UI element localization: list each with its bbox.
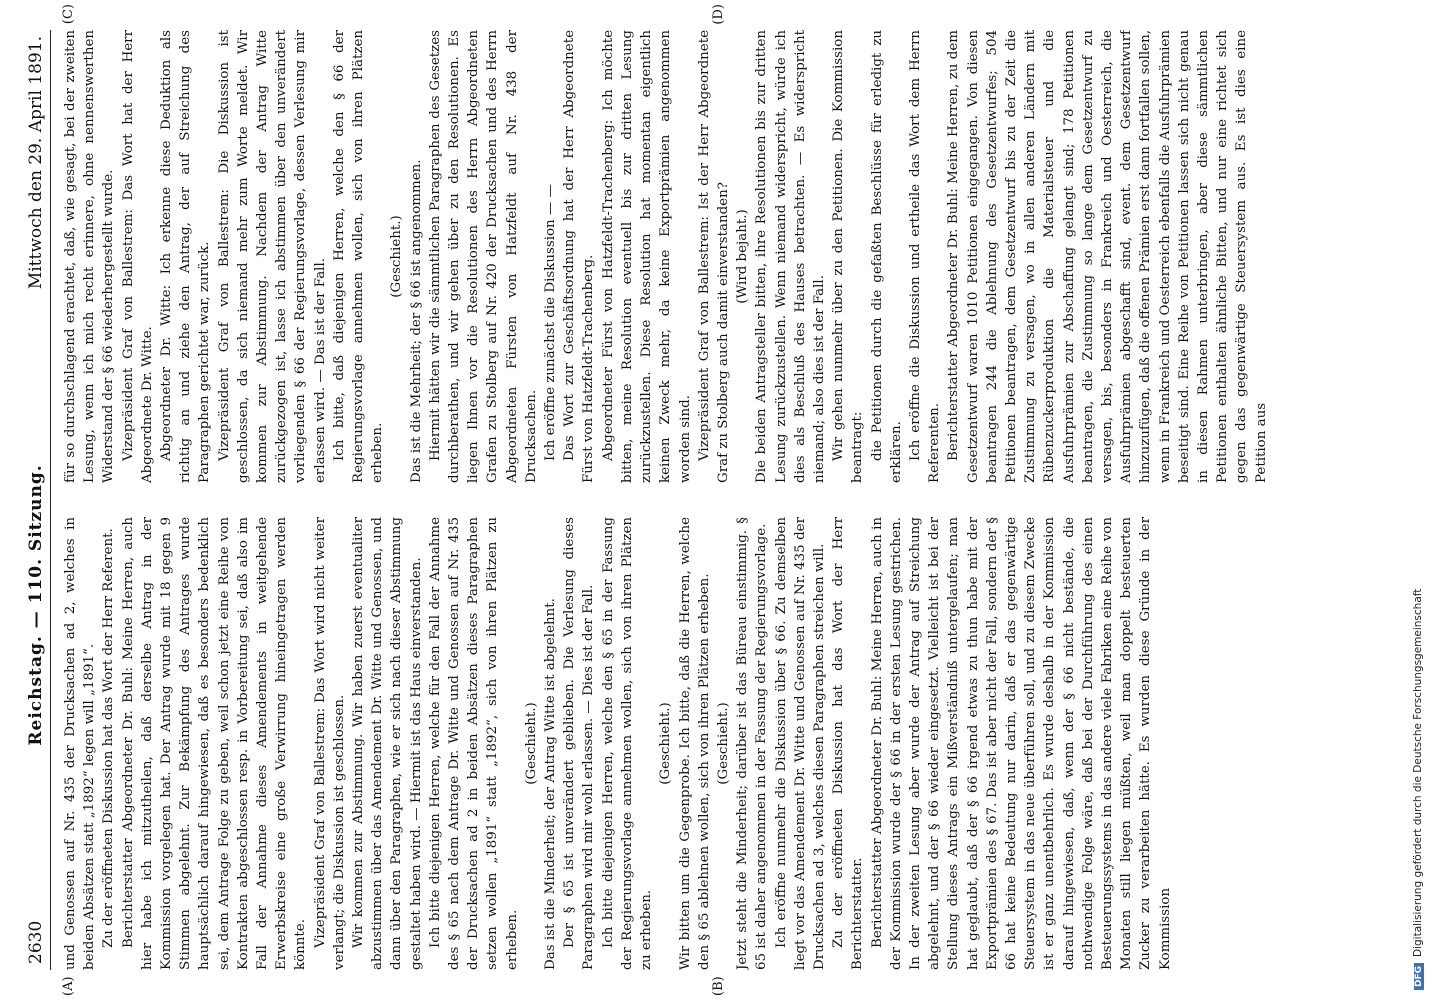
text-columns xyxy=(61,4,1361,996)
paragraph: Wir gehen nunmehr über zu den Petitionen. Die Kommission beantragt: xyxy=(831,30,866,483)
margin-marker-d: (D) xyxy=(711,4,726,25)
paragraph: Ich bitte diejenigen Herren, welche für den Fall der Annahme des § 65 nach dem Antrage Dr. Witte und Genossen auf Nr. 435 der Drucksachen ad 2 in beiden Absätzen dieses Paragraphen setzen wollen „1891“ statt „1892“, sich von ihren Plätzen zu erheben. xyxy=(427,517,520,970)
paragraph: Der § 65 ist unverändert geblieben. Die Verlesung dieses Paragraphen wird mir wohl erlassen. — Dies ist der Fall. xyxy=(562,517,597,970)
right-column xyxy=(61,30,1361,483)
margin-marker-a: (A) xyxy=(61,976,76,996)
paragraph: Zu der eröffneten Diskussion hat das Wort der Herr Referent. xyxy=(101,528,117,948)
paragraph: Berichterstatter Abgeordneter Dr. Buhl: Meine Herren, auch in der Kommission wurde der § 66 in der ersten Lesung gestrichen. In der zweiten Lesung aber wurde der Antrag auf Streichung abgelehnt, und der § 66 wieder eingesetzt. Vielleicht ist bei der Stellung dieses Antrags ein Mißverständniß untergelaufen; man hat geglaubt, daß der § 66 irgend etwas zu thun habe mit der Exportprämien des § 67. Das ist aber nicht der Fall, sondern der § 66 hat keine Bedeutung nur darin, daß er das gegenwärtige Steuersystem in das neue überführen soll, und zu diesem Zwecke ist er ganz unentbehrlich. Es wurde deshalb in der Kommission darauf hingewiesen, daß, wenn der § 66 nicht bestände, die nothwendige Folge wäre, daß bei der Durchführung des einen Besteuerungssystems in das andere viele Fabriken eine Reihe von Monaten still liegen müßten, weil man doppelt besteuerten Zucker zu verarbeiten hätte. Es wurden diese Gründe in der Kommission xyxy=(869,517,1173,970)
paragraph: Ich bitte, daß diejenigen Herren, welche den § 66 der Regierungsvorlage annehmen wollen, sich von ihren Plätzen erheben. xyxy=(331,30,386,483)
stage-direction: (Geschieht.) xyxy=(715,702,731,785)
paragraph: Vizepräsident Graf von Ballestrem: Ist der Herr Abgeordnete Graf zu Stolberg auch damit einverstanden? xyxy=(696,30,731,483)
page-number: 2630 xyxy=(26,920,46,964)
paragraph: Vizepräsident Graf von Ballestrem: Die Diskussion ist geschlossen, da sich niemand mehr zum Worte meldet. Wir kommen zur Abstimmung. Nachdem der Antrag Witte zurückgezogen ist, lasse ich abstimmen über den unverändert vorliegenden § 66 der Regierungsvorlage, dessen Verlesung mir erlassen wird. — Das ist der Fall. xyxy=(216,30,328,483)
paragraph: und Genossen auf Nr. 435 der Drucksachen ad 2, welches in beiden Absätzen statt „1892“ legen will „1891“. xyxy=(63,517,98,970)
credit-text: Digitalisierung gefördert durch die Deutsche Forschungsgemeinschaft xyxy=(1412,588,1424,957)
stage-direction: (Geschieht.) xyxy=(658,702,674,785)
session-title: Reichstag. — 110. Sitzung. xyxy=(26,464,46,746)
paragraph: Zu der eröffneten Diskussion hat das Wort der Herr Berichterstatter. xyxy=(831,517,866,970)
paragraph: Abgeordneter Dr. Witte: Ich erkenne diese Deduktion als richtig an und ziehe den Antrag, der auf Streichung des Paragraphen gerichtet war, zurück. xyxy=(159,30,213,483)
paragraph: für so durchschlagend erachtet, daß, wie gesagt, bei der zweiten Lesung, wenn ich mich recht erinnere, ohne nennenswerthen Widerstand der § 66 wiederhergestellt wurde. xyxy=(63,30,117,483)
paragraph: Wir kommen zur Abstimmung. Wir haben zuerst eventualiter abzustimmen über das Amendement Dr. Witte und Genossen, und dann über den Paragraphen, wie er sich nach dieser Abstimmung gestaltet haben wird. — Hiermit ist das Haus einverstanden. xyxy=(351,517,424,970)
paragraph: Wir bitten um die Gegenprobe. Ich bitte, daß die Herren, welche den § 65 ablehnen wollen, sich von ihren Plätzen erheben. xyxy=(677,517,712,970)
paragraph: Berichterstatter Abgeordneter Dr. Buhl: Meine Herren, zu dem Gesetzentwurf waren 1010 Petitionen eingegangen. Von diesen beantragen 244 die Ablehnung des Gesetzentwurfes; 504 Petitionen beantragen, dem Gesetzentwurf bis zu der Zeit die Zustimmung zu versagen, wo in allen anderen Ländern mit Rübenzuckerproduktion die Materialsteuer und die Ausfuhrprämien zur Abschaffung gelangt sind; 178 Petitionen beantragen, die Zustimmung so lange dem Gesetzentwurf zu versagen, bis, besonders in Frankreich und Oesterreich, die Ausfuhrprämien abgeschafft sind, event. dem Gesetzentwurf hinzuzufügen, daß die offenen Prämien erst dann fortfallen sollen, wenn in Frankreich und Oesterreich ebenfalls die Ausfuhrprämien beseitigt sind. Eine Reihe von Petitionen lassen sich nicht genau in diesen Rahmen unterbringen, aber diese sämmtlichen Petitionen enthalten ähnliche Bitten, und nur eine richtet sich gegen das gegenwärtige Steuersystem aus. Es ist dies eine Petition aus xyxy=(946,30,1269,483)
paragraph: Das ist die Mehrheit; der § 66 ist angenommen. xyxy=(408,159,424,483)
paragraph: Die beiden Antragsteller bitten, ihre Resolutionen bis zur dritten Lesung zurückzustellen. Wenn niemand widerspricht, würde ich dies als Beschluß des Hauses betrachten. — Es widerspricht niemand; also dies ist der Fall. xyxy=(754,30,827,483)
paragraph: Ich eröffne die Diskussion und ertheile das Wort dem Herrn Referenten. xyxy=(907,30,943,483)
margin-marker-c: (C) xyxy=(61,4,76,25)
paragraph: Das ist die Minderheit; der Antrag Witte ist abgelehnt. xyxy=(543,598,559,970)
digitization-credit xyxy=(1412,30,1428,990)
paragraph: Ich bitte diejenigen Herren, welche den § 65 in der Fassung der Regierungsvorlage annehmen wollen, sich von ihren Plätzen zu erheben. xyxy=(600,517,655,970)
paragraph: Das Wort zur Geschäftsordnung hat der Herr Abgeordnete Fürst von Hatzfeldt-Trachenberg. xyxy=(562,30,597,483)
paragraph: die Petitionen durch die gefaßten Beschlüsse für erledigt zu erklären. xyxy=(869,30,904,483)
paragraph: Jetzt steht die Minderheit; darüber ist das Büreau einstimmig. § 65 ist daher angenommen in der Fassung der Regierungsvorlage. xyxy=(735,517,770,970)
page-header xyxy=(18,30,51,970)
paragraph: Vizepräsident Graf von Ballestrem: Das Wort wird nicht weiter verlangt; die Diskussion ist geschlossen. xyxy=(312,517,347,970)
margin-marker-b: (B) xyxy=(711,976,726,996)
left-column xyxy=(61,517,1361,970)
paragraph: Berichterstatter Abgeordneter Dr. Buhl: Meine Herren, auch hier habe ich mitzutheilen, daß derselbe Antrag in der Kommission vorgelegen hat. Der Antrag wurde mit 18 gegen 9 Stimmen abgelehnt. Zur Bekämpfung des Antrages wurde hauptsächlich darauf hingewiesen, daß es besonders bedenklich sei, dem Antrage Folge zu geben, weil schon jetzt eine Reihe von Kontrakten abgeschlossen resp. in Vorbereitung sei, daß also im Fall der Annahme dieses Amendements in weitgehende Erwerbskreise eine große Verwirrung hineingetragen werden könnte. xyxy=(120,517,309,970)
paragraph: Hiermit hätten wir die sämmtlichen Paragraphen des Gesetzes durchberathen, und wir gehen über zu den Resolutionen. Es liegen Ihnen vor die Resolutionen des Herrn Abgeordneten Grafen zu Stolberg auf Nr. 420 der Drucksachen und des Herrn Abgeordneten Fürsten von Hatzfeldt auf Nr. 438 der Drucksachen. xyxy=(427,30,539,483)
stage-direction: (Geschieht.) xyxy=(523,702,539,785)
paragraph: Ich eröffne zunächst die Diskussion — — xyxy=(543,184,559,461)
stage-direction: (Wird bejaht.) xyxy=(735,209,751,304)
session-date: Mittwoch den 29. April 1891. xyxy=(26,36,46,290)
stage-direction: (Geschieht.) xyxy=(389,215,405,298)
dfg-logo: DFG xyxy=(1414,963,1424,990)
paragraph: Abgeordneter Fürst von Hatzfeldt-Trachenberg: Ich möchte bitten, meine Resolution eventuell bis zur dritten Lesung zurückzustellen. Diese Resolution hat momentan eigentlich keinen Zweck mehr, da keine Exportprämien angenommen worden sind. xyxy=(600,30,693,483)
paragraph: Ich eröffne nunmehr die Diskussion über § 66. Zu demselben liegt vor das Amendement Dr. Witte und Genossen auf Nr. 435 der Drucksachen ad 3, welches diesen Paragraphen streichen will. xyxy=(773,517,827,970)
paragraph: Vizepräsident Graf von Ballestrem: Das Wort hat der Herr Abgeordnete Dr. Witte. xyxy=(120,30,155,483)
